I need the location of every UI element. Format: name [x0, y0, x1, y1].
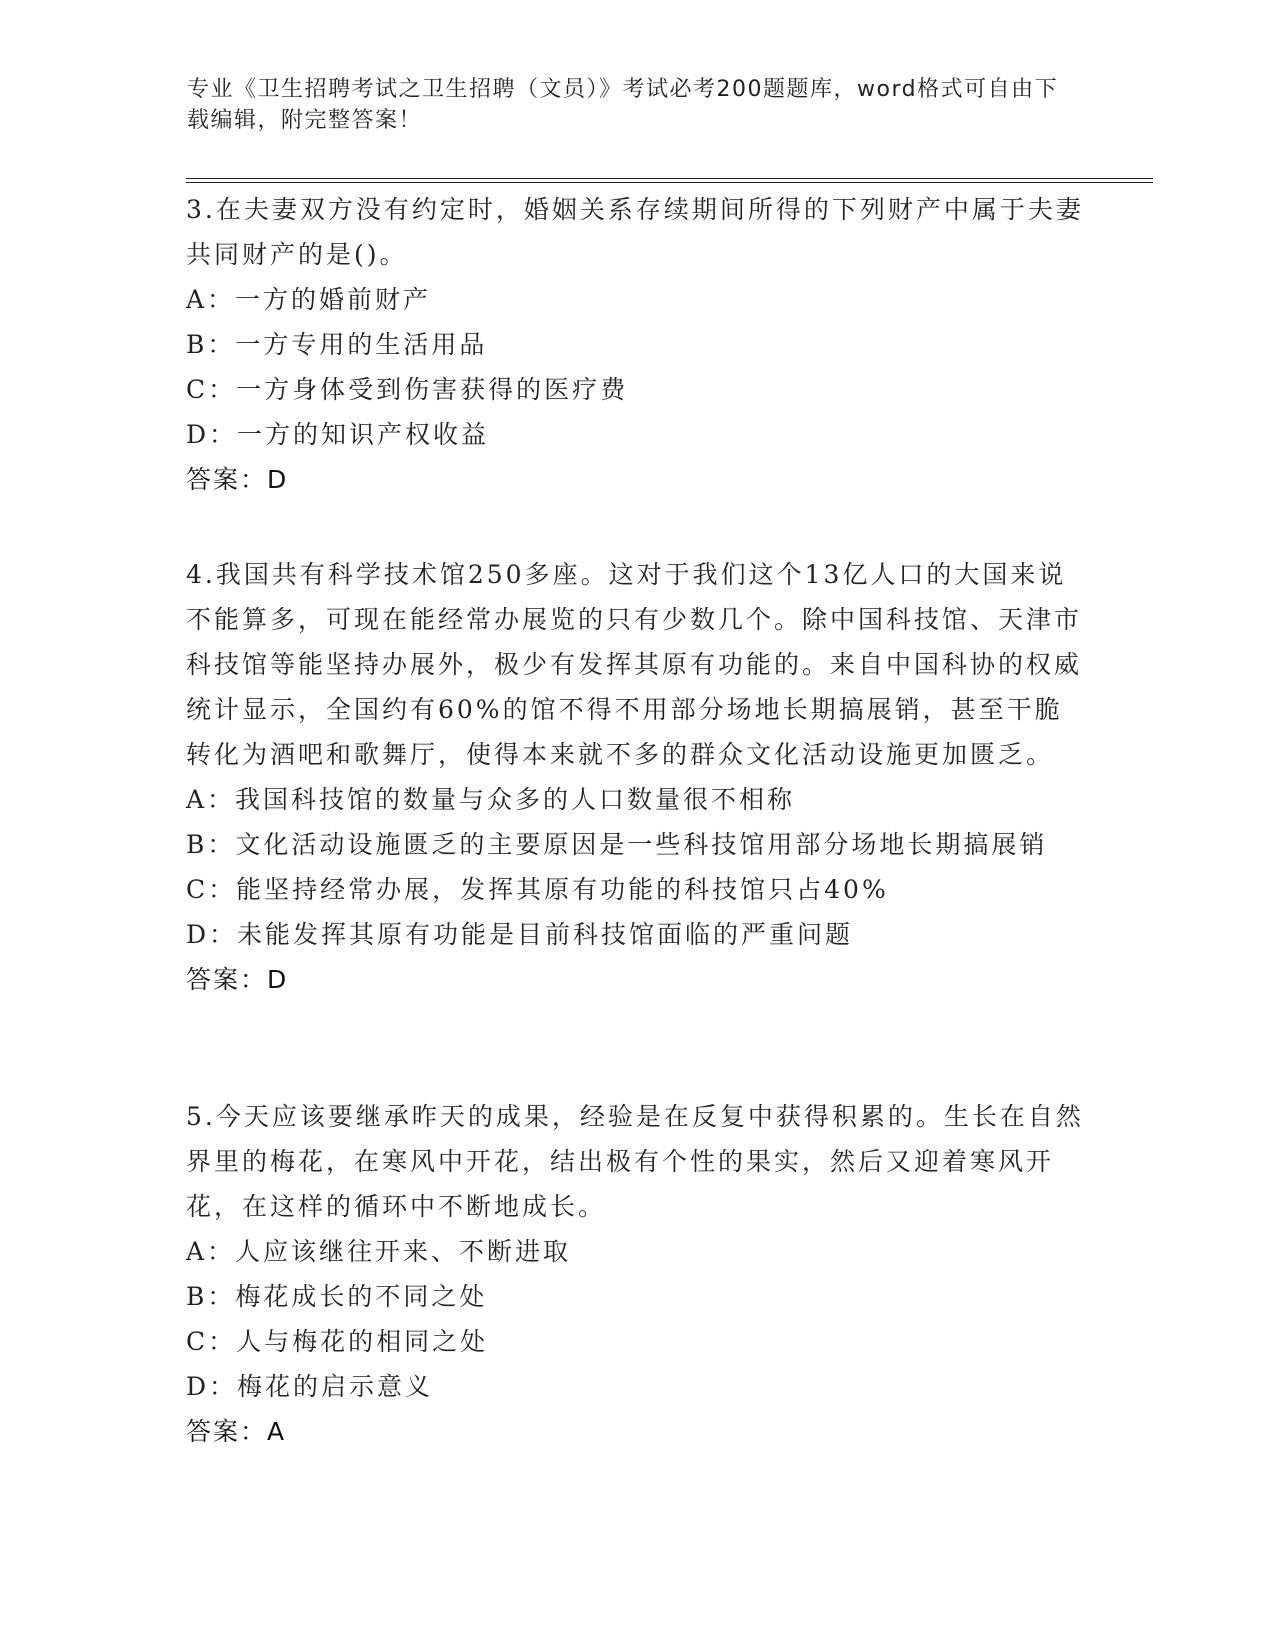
- question-block: [186, 552, 1086, 1002]
- option-b: B：一方专用的生活用品: [186, 330, 488, 359]
- option-d: D：未能发挥其原有功能是目前科技馆面临的严重问题: [186, 920, 854, 949]
- option-a: A：一方的婚前财产: [186, 285, 432, 314]
- question-stem: 3.在夫妻双方没有约定时，婚姻关系存续期间所得的下列财产中属于夫妻共同财产的是()。: [186, 195, 1084, 269]
- answer-line: 答案：D: [186, 965, 289, 994]
- question-block: [186, 187, 1086, 502]
- question-stem: 5.今天应该要继承昨天的成果，经验是在反复中获得积累的。生长在自然界里的梅花，在寒风中开花，结出极有个性的果实，然后又迎着寒风开花，在这样的循环中不断地成长。: [186, 1102, 1084, 1221]
- option-b: B：梅花成长的不同之处: [186, 1282, 488, 1311]
- option-c: C：人与梅花的相同之处: [186, 1327, 489, 1356]
- answer-line: 答案：D: [186, 465, 289, 494]
- option-c: C：一方身体受到伤害获得的医疗费: [186, 375, 629, 404]
- option-a: A：人应该继往开来、不断进取: [186, 1237, 572, 1266]
- header-divider: [186, 178, 1153, 183]
- answer-line: 答案：A: [186, 1417, 287, 1446]
- option-d: D：一方的知识产权收益: [186, 420, 490, 449]
- option-d: D：梅花的启示意义: [186, 1372, 434, 1401]
- question-stem: 4.我国共有科学技术馆250多座。这对于我们这个13亿人口的大国来说不能算多，可现在能经常办展览的只有少数几个。除中国科技馆、天津市科技馆等能坚持办展外，极少有发挥其原有功能的。来自中国科协的权威统计显示，全国约有60%的馆不得不用部分场地长期搞展销，甚至干脆转化为酒吧和歌舞厅，使得本来就不多的群众文化活动设施更加匮乏。: [186, 560, 1083, 769]
- question-block: [186, 1094, 1086, 1454]
- option-c: C：能坚持经常办展，发挥其原有功能的科技馆只占40%: [186, 875, 889, 904]
- document-header: 专业《卫生招聘考试之卫生招聘（文员）》考试必考200题题库，word格式可自由下载编辑，附完整答案！: [187, 77, 1059, 133]
- option-b: B：文化活动设施匮乏的主要原因是一些科技馆用部分场地长期搞展销: [186, 830, 1048, 859]
- option-a: A：我国科技馆的数量与众多的人口数量很不相称: [186, 785, 796, 814]
